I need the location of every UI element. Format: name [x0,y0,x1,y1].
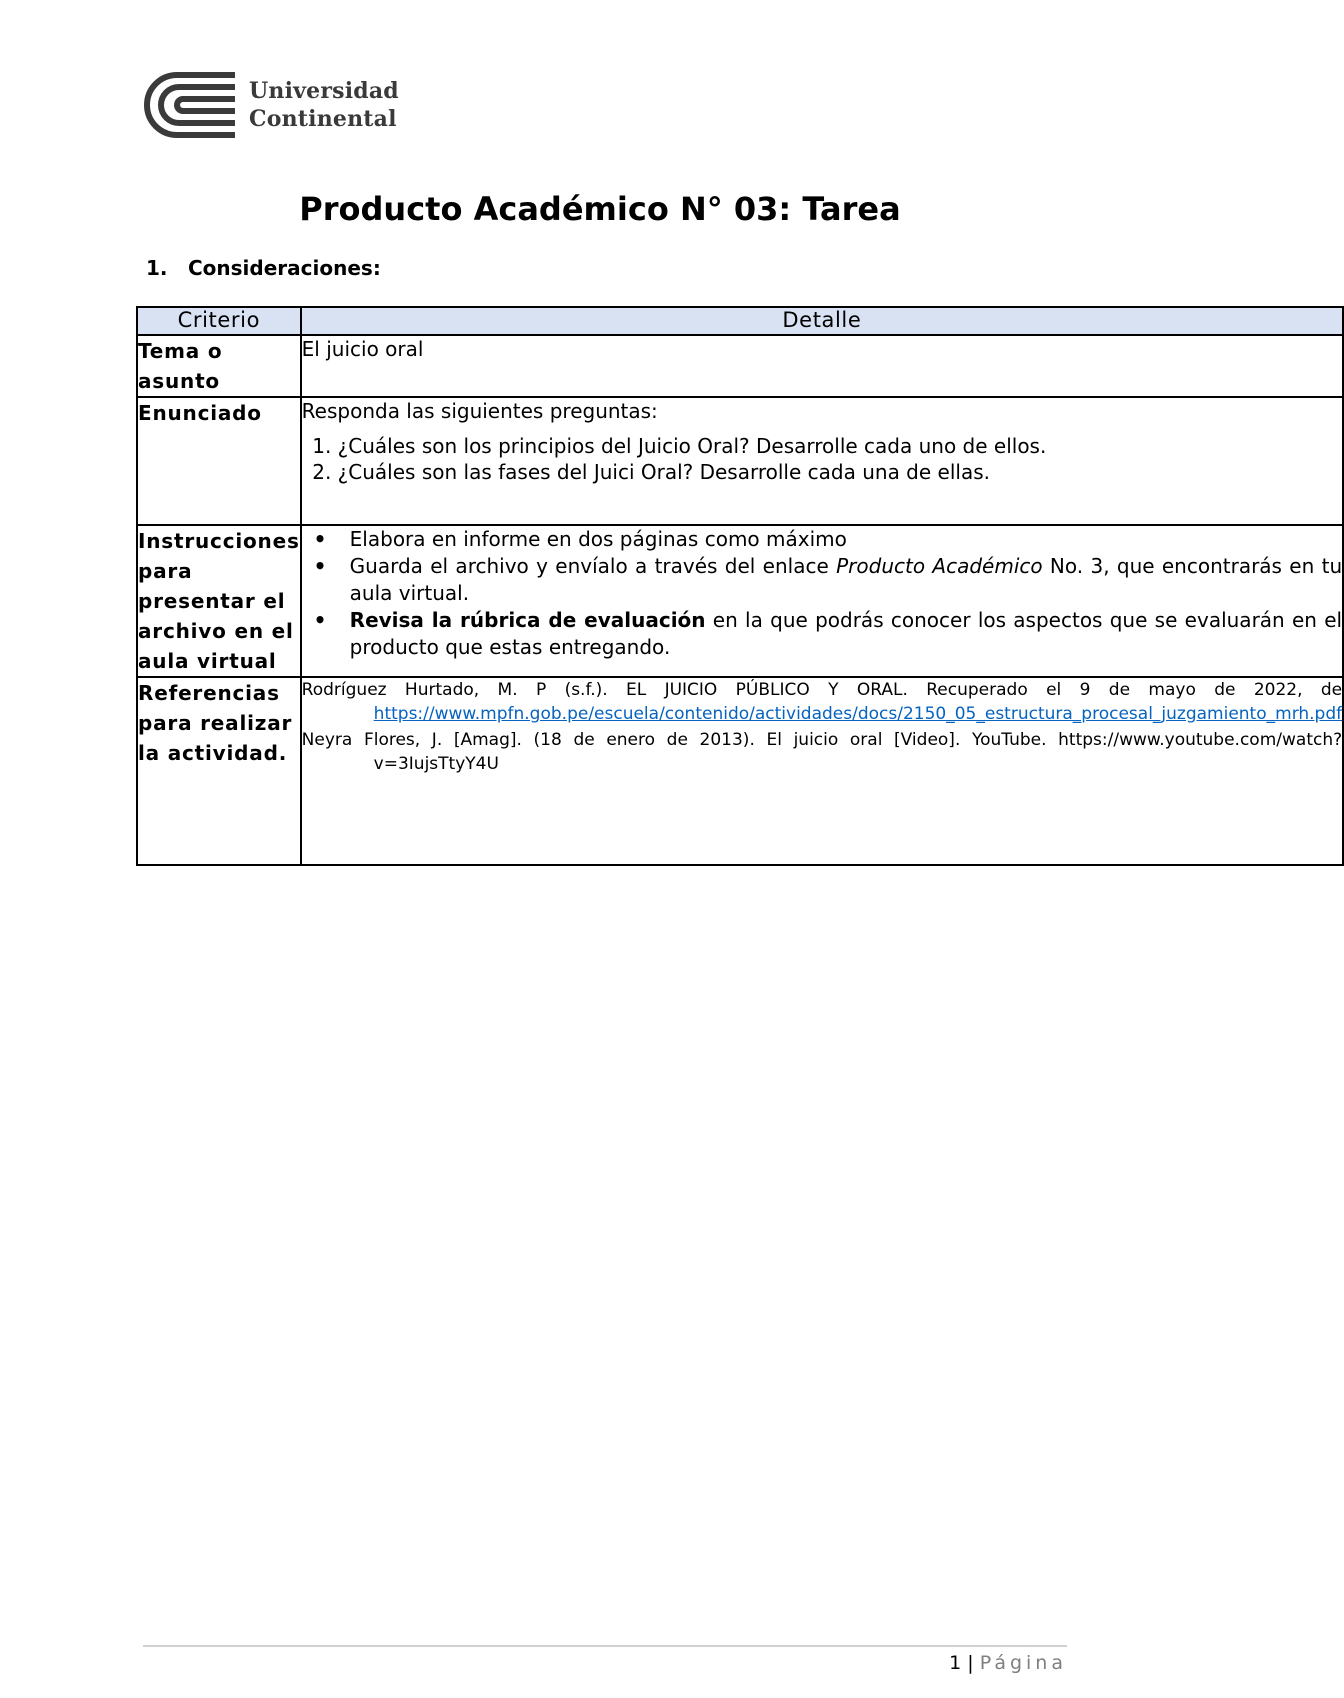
instruction-item [350,607,1342,661]
table-row-referencias [137,677,1343,865]
page-number: 1 [949,1652,962,1674]
page-title: Producto Académico N° 03: Tarea [299,190,901,228]
detalle-enunciado [301,397,1343,525]
criterio-enunciado: Enunciado [137,397,301,525]
detalle-referencias [301,677,1343,865]
instruction-text: en la que podrás conocer los aspectos que se evaluarán en el producto que estas entregando. [349,608,1343,659]
header-detalle: Detalle [301,307,1343,335]
section-label: Consideraciones: [188,256,381,280]
instruction-bold: Revisa la rúbrica de evaluación [349,608,706,632]
footer-divider [143,1645,1067,1647]
footer-separator: | [967,1652,974,1674]
table-row-tema [137,335,1343,397]
instruction-item [350,553,1342,607]
logo-line-2: Continental [249,106,397,132]
table-row-enunciado [137,397,1343,525]
university-logo-icon [143,71,239,139]
instructions-list [302,526,1342,661]
instruction-text: Guarda el archivo y envíalo a través del enlace [349,554,837,578]
page-footer [949,1652,1067,1674]
enunciado-intro: Responda las siguientes preguntas: [301,399,658,423]
reference-item: Neyra Flores, J. [Amag]. (18 de enero de 2013). El juicio oral [Video]. YouTube. https://www.youtube.com/watch?v=3IujsTtyY4U [301,730,1343,774]
reference-link[interactable]: https://www.mpfn.gob.pe/escuela/contenido/actividades/docs/2150_05_estructura_procesal_juzgamiento_mrh.pdf [373,704,1343,724]
table-header-row [137,307,1343,335]
header-criterio: Criterio [137,307,301,335]
criterio-referencias: Referencias para realizar la actividad. [137,677,301,865]
question-item: 2. ¿Cuáles son las fases del Juici Oral? Desarrolle cada una de ellas. [338,459,1342,485]
considerations-table [136,306,1344,866]
table-row-instrucciones [137,525,1343,677]
reference-item [302,678,1342,726]
instruction-text: No. 3, que encontrarás en tu aula virtual. [349,554,1343,605]
detalle-instrucciones [301,525,1343,677]
criterio-tema: Tema o asunto [137,335,301,397]
instruction-emphasis: Producto Académico [836,554,1043,578]
page-label: Página [979,1652,1067,1674]
question-item: 1. ¿Cuáles son los principios del Juicio Oral? Desarrolle cada uno de ellos. [338,433,1342,459]
instruction-item: • Elabora en informe en dos páginas como máximo [350,526,1342,553]
questions-list [302,433,1342,485]
reference-text: Rodríguez Hurtado, M. P (s.f.). EL JUICIO PÚBLICO Y ORAL. Recuperado el 9 de mayo de 2022, de [301,680,1343,700]
logo-line-1: Universidad [249,78,399,104]
section-number: 1. [146,256,168,280]
section-heading [146,256,381,280]
university-logo [143,70,403,140]
criterio-instrucciones: Instrucciones para presentar el archivo en el aula virtual [137,525,301,677]
detalle-tema: El juicio oral [301,335,1343,397]
